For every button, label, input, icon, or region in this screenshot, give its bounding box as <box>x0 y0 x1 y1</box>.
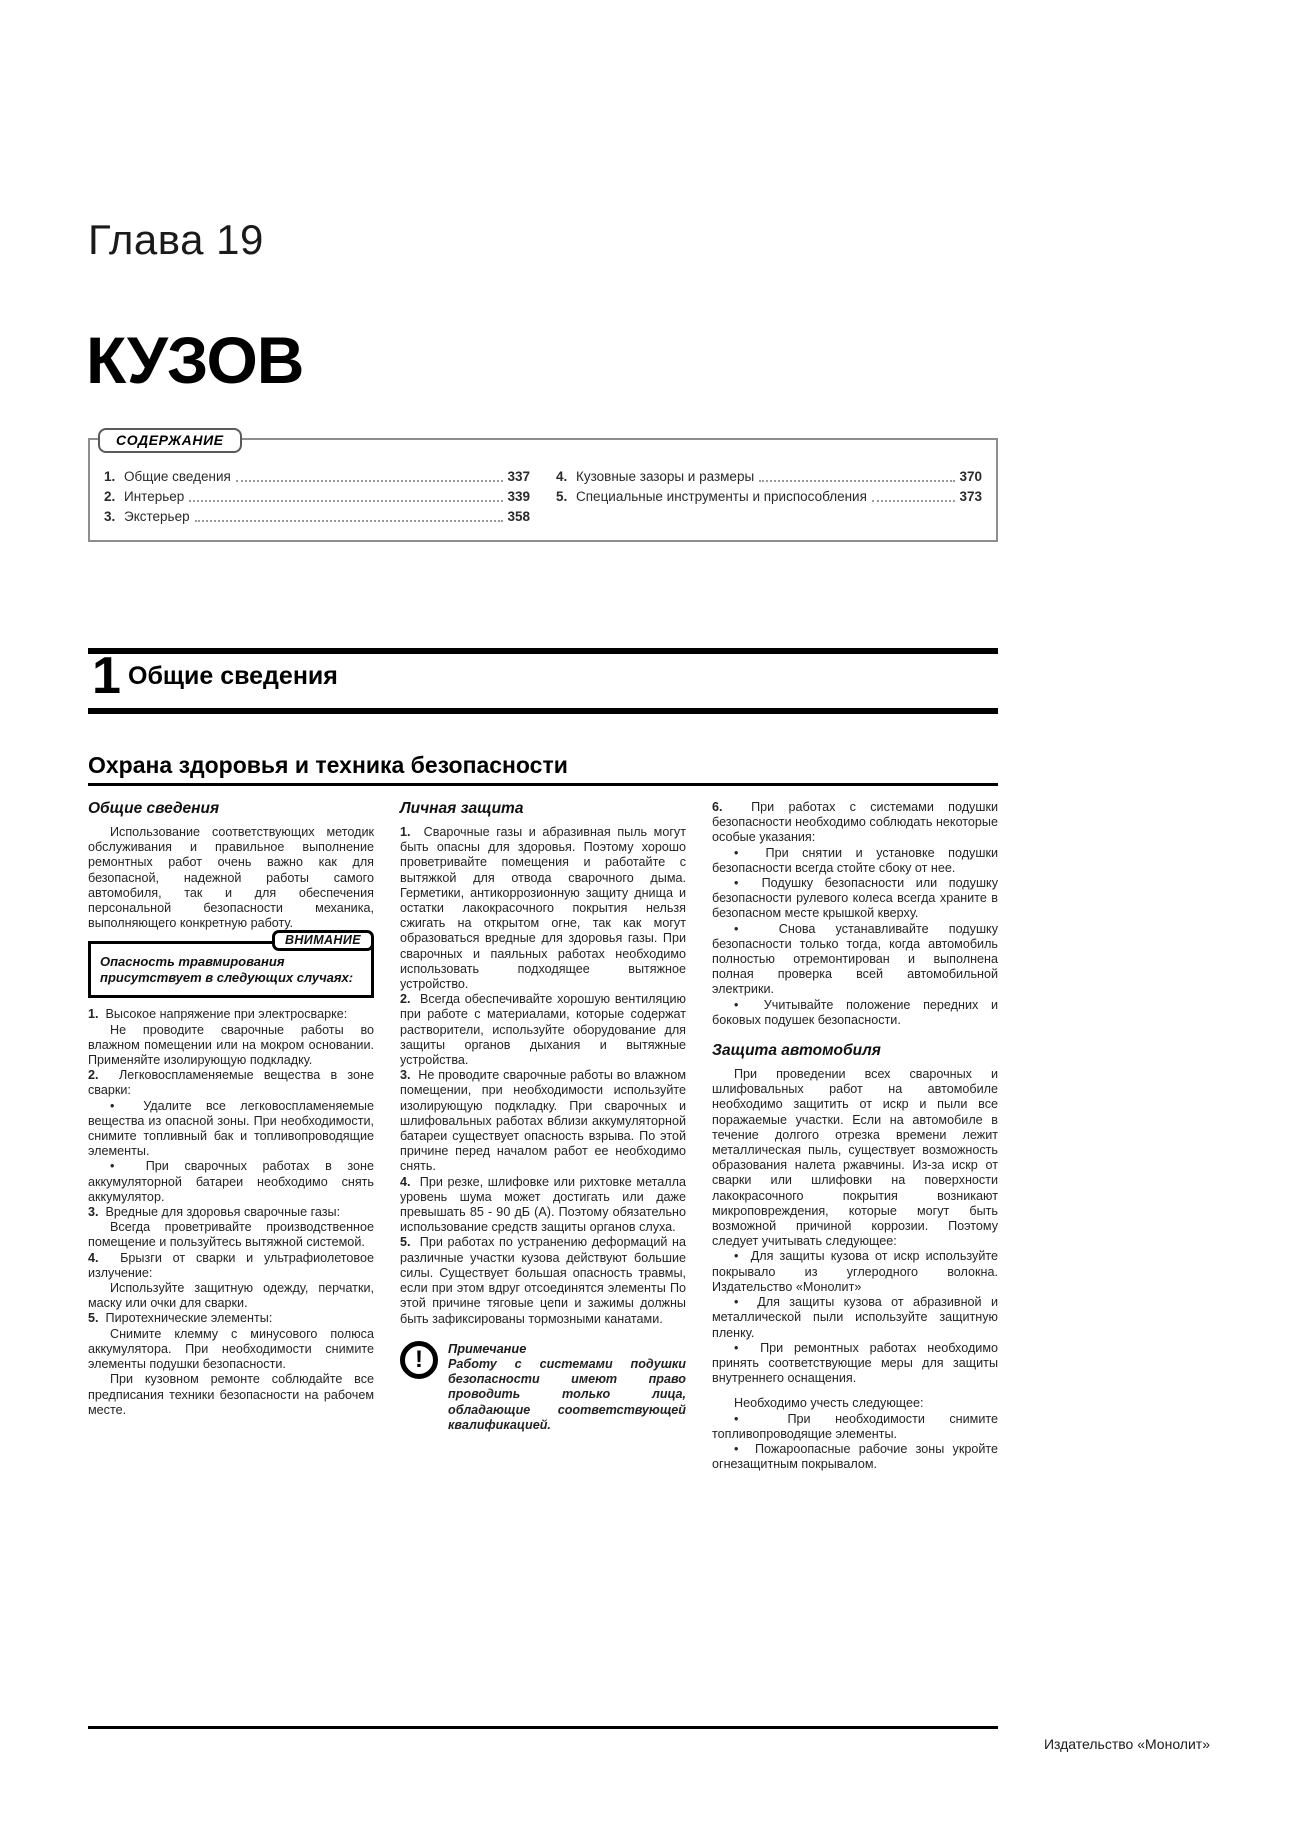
footer-publisher: Издательство «Монолит» <box>1043 1736 1210 1752</box>
toc-label: Экстерьер <box>124 509 190 524</box>
list-item <box>88 1068 374 1098</box>
toc-number: 2. <box>104 489 116 504</box>
list-item-number: 1. <box>88 1007 99 1022</box>
paragraph: Использование соответствующих методик обслуживания и правильное выполнение ремонтных работ очень важно как для безопасной, надежной работы самого автомобиля, так и для обеспечения персональной безопасности механика, выполняющего конкретную работу. <box>88 825 374 931</box>
toc-label: Специальные инструменты и приспособления <box>576 489 867 504</box>
toc-entry[interactable] <box>104 486 530 506</box>
note-box <box>400 1341 686 1433</box>
column-2-heading: Личная защита <box>400 800 524 817</box>
page-title: Охрана здоровья и техника безопасности <box>88 752 998 786</box>
chapter-title: КУЗОВ <box>86 323 304 397</box>
toc-dot-leader <box>236 466 504 482</box>
paragraph: Снимите клемму с минусового полюса аккумулятора. При необходимости снимите элементы подушки безопасности. <box>88 1326 374 1372</box>
bullet-glyph: • <box>734 845 739 860</box>
chapter-label: Глава 19 <box>88 216 264 263</box>
toc-dot-leader <box>872 486 956 502</box>
list-item-number: 6. <box>712 800 723 814</box>
toc-entry[interactable] <box>556 466 982 486</box>
bullet-text: Учитывайте положение передних и боковых подушек безопасности. <box>712 997 998 1027</box>
bullet-item <box>712 922 998 998</box>
footer-divider <box>88 1726 998 1729</box>
list-item-number: 2. <box>88 1068 99 1083</box>
bullet-item <box>712 1249 998 1295</box>
column-3 <box>712 800 998 1720</box>
exclamation-icon <box>400 1341 438 1379</box>
toc-number: 4. <box>556 469 568 484</box>
exclamation-glyph: ! <box>415 1345 423 1373</box>
list-item <box>400 1175 686 1236</box>
list-item-text: Не проводите сварочные работы во влажном помещении, при необходимости используйте изолирующую подкладку. При сварочных и шлифовальных работах вблизи аккумуляторной батареи существует опасность взрыва. По этой причине перед началом работ ее необходимо снять. <box>400 1068 687 1174</box>
bullet-item <box>712 1341 998 1387</box>
list-item-number: 3. <box>400 1068 411 1083</box>
toc-label: Интерьер <box>124 489 185 504</box>
table-of-contents <box>88 438 998 542</box>
toc-number: 1. <box>104 469 116 484</box>
list-item <box>400 825 686 992</box>
toc-column-left <box>104 466 530 526</box>
bullet-glyph: • <box>110 1098 115 1113</box>
list-item-text: При работах с системами подушки безопасности необходимо соблюдать некоторые особые указания: <box>712 800 998 845</box>
bullet-glyph: • <box>734 876 739 891</box>
bullet-item <box>88 1159 374 1205</box>
bullet-glyph: • <box>734 1411 739 1426</box>
toc-dot-leader <box>195 506 504 522</box>
list-item-number: 5. <box>88 1311 99 1326</box>
list-item-text: Легковоспламеняемые вещества в зоне сварки: <box>88 1068 375 1098</box>
bullet-text: Подушку безопасности или подушку безопасности рулевого колеса всегда храните в безопасном месте крышкой кверху. <box>712 876 999 921</box>
bullet-text: При ремонтных работах необходимо принять соответствующие меры для защиты внутреннего оснащения. <box>712 1340 998 1386</box>
paragraph: При проведении всех сварочных и шлифовальных работ на автомобиле необходимо защитить от искр и пыли все поражаемые участки. Если на автомобиле в течение долгого отрезка времени лежит металлическая пыль, существует возможность образования налета ржавчины. Из-за искр от сварки или шлифовки на поверхности лакокрасочного покрытия возникают микроповреждения, которые могут быть возможной причиной коррозии. Поэтому следует учитывать следующее: <box>712 1067 998 1249</box>
list-item-text: Пиротехнические элементы: <box>105 1311 273 1326</box>
bullet-glyph: • <box>734 1249 739 1264</box>
toc-page-number: 358 <box>507 509 530 524</box>
toc-dot-leader <box>759 466 955 482</box>
paragraph: Не проводите сварочные работы во влажном помещении или на мокром основании. Применяйте изолирующую подкладку. <box>88 1022 374 1068</box>
bullet-text: Удалите все легковоспламеняемые вещества из опасной зоны. При необходимости, снимите топливный бак и топливопроводящие элементы. <box>88 1098 374 1159</box>
bullet-item <box>712 1295 998 1341</box>
toc-label: Общие сведения <box>124 469 231 484</box>
bullet-glyph: • <box>734 997 739 1012</box>
note-title: Примечание <box>448 1340 527 1356</box>
section-number: 1 <box>92 647 121 705</box>
column-1 <box>88 800 374 1720</box>
list-item-text: Вредные для здоровья сварочные газы: <box>105 1205 341 1220</box>
list-item-number: 4. <box>400 1174 411 1189</box>
bullet-item <box>712 876 998 922</box>
list-item-text: Сварочные газы и абразивная пыль могут быть опасны для здоровья. Поэтому хорошо проветривайте помещения и работайте с вытяжкой для отвода сварочного дыма. Герметики, антикоррозионную защиту днища и остатки лакокрасочного покрытия нельзя сжигать на открытом огне, так как могут образоваться вредные для здоровья газы. При сварочных и паяльных работах необходимо использовать подходящее вытяжное устройство. <box>400 825 687 992</box>
bullet-item <box>88 1099 374 1160</box>
bullet-glyph: • <box>110 1159 115 1174</box>
list-item <box>400 1235 686 1326</box>
bullet-glyph: • <box>734 1295 739 1310</box>
bullet-text: Для защиты кузова от искр используйте покрывало из углеродного волокна. Издательство «Монолит» <box>712 1249 998 1294</box>
bullet-text: При сварочных работах в зоне аккумуляторной батареи необходимо снять аккумулятор. <box>88 1159 374 1204</box>
note-body <box>448 1341 686 1433</box>
list-item-number: 3. <box>88 1205 99 1220</box>
body-columns <box>88 800 998 1720</box>
bullet-text: Снова устанавливайте подушку безопасности только тогда, когда автомобиль полностью отремонтирован и выполнена полная проверка всей автомобильной электрики. <box>712 921 998 997</box>
note-text: Работу с системами подушки безопасности имеют право проводить только лица, обладающие соответствующей квалификацией. <box>448 1356 686 1432</box>
list-item-text: При работах по устранению деформаций на различные участки кузова действуют большие силы. Существует большая опасность травмы, если при этом вдруг отсоединятся элементы По этой причине тяговые цепи и зажимы должны быть зафиксированы тормозными канатами. <box>400 1235 686 1326</box>
bullet-text: Пожароопасные рабочие зоны укройте огнезащитным покрывалом. <box>712 1441 999 1472</box>
toc-page-number: 339 <box>507 489 530 504</box>
bullet-text: Для защиты кузова от абразивной и металлической пыли используйте защитную пленку. <box>712 1295 999 1340</box>
toc-page-number: 337 <box>507 469 530 484</box>
bullet-glyph: • <box>734 921 739 936</box>
toc-number: 5. <box>556 489 568 504</box>
column-3-heading: Защита автомобиля <box>712 1042 881 1060</box>
toc-dot-leader <box>189 486 503 502</box>
toc-entry[interactable] <box>104 506 530 526</box>
list-item <box>400 1068 686 1174</box>
bullet-glyph: • <box>734 1340 739 1355</box>
toc-tag-label: СОДЕРЖАНИЕ <box>98 428 242 453</box>
list-item <box>400 992 686 1068</box>
warning-tag-label: ВНИМАНИЕ <box>272 930 374 951</box>
warning-text: Опасность травмирования присутствует в следующих случаях: <box>100 954 354 986</box>
paragraph: Необходимо учесть следующее: <box>734 1396 924 1411</box>
column-2 <box>400 800 686 1720</box>
toc-label: Кузовные зазоры и размеры <box>576 469 755 484</box>
warning-box <box>88 933 374 998</box>
list-item <box>88 1311 374 1326</box>
column-1-heading: Общие сведения <box>88 800 220 817</box>
list-item-number: 2. <box>400 992 411 1007</box>
list-item-text: Всегда обеспечивайте хорошую вентиляцию при работе с материалами, которые содержат растворители, используйте оборудование для защиты органов дыхания и вытяжные устройства. <box>400 992 687 1068</box>
paragraph: При кузовном ремонте соблюдайте все предписания техники безопасности на рабочем месте. <box>88 1372 374 1417</box>
bullet-glyph: • <box>734 1441 739 1456</box>
list-item-number: 4. <box>88 1250 99 1265</box>
toc-number: 3. <box>104 509 116 524</box>
list-item-text: При резке, шлифовке или рихтовке металла уровень шума может достигать или даже превышать 85 - 90 дБ (А). Поэтому обязательно использование средств защиты органов слуха. <box>400 1174 686 1235</box>
bullet-text: При снятии и установке подушки безопасности всегда стойте сбоку от нее. <box>712 845 998 875</box>
bullet-item <box>712 998 998 1028</box>
list-item <box>88 1007 374 1022</box>
list-item <box>712 800 998 846</box>
toc-column-right <box>556 466 982 526</box>
bullet-item <box>712 1442 998 1472</box>
bullet-item <box>712 846 998 876</box>
toc-entry[interactable] <box>556 486 982 506</box>
toc-page-number: 373 <box>959 489 982 504</box>
section-name: Общие сведения <box>128 662 338 690</box>
list-item-text: Высокое напряжение при электросварке: <box>105 1007 348 1022</box>
paragraph: Используйте защитную одежду, перчатки, маску или очки для сварки. <box>88 1281 374 1311</box>
list-item-number: 1. <box>400 825 411 839</box>
list-item-text: Брызги от сварки и ультрафиолетовое излучение: <box>88 1250 374 1280</box>
list-item-number: 5. <box>400 1235 411 1250</box>
toc-page-number: 370 <box>959 469 982 484</box>
bullet-item <box>712 1412 998 1442</box>
toc-entry[interactable] <box>104 466 530 486</box>
list-item <box>88 1251 374 1281</box>
bullet-text: При необходимости снимите топливопроводящие элементы. <box>712 1411 998 1441</box>
paragraph: Всегда проветривайте производственное помещение и пользуйтесь вытяжной системой. <box>88 1220 374 1250</box>
list-item <box>88 1205 374 1220</box>
